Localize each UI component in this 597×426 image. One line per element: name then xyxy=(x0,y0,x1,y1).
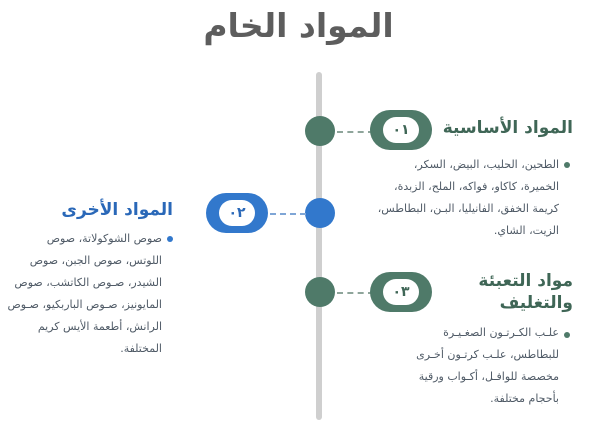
number-badge-03-label: ٠٣ xyxy=(383,279,419,305)
timeline-node-01 xyxy=(305,116,335,146)
number-badge-01-label: ٠١ xyxy=(383,117,419,143)
section-text-other-materials: صوص الشوكولاتة، صوص اللوتس، صوص الجبن، صوص الشيدر، صـوص الكاتشب، صوص المايونيز، صـوص الباربكيو، صـوص الرانش، أطعمة الأيس كريم المختلفة. xyxy=(7,232,162,355)
connector-line-02 xyxy=(270,213,306,215)
number-badge-03 xyxy=(370,272,432,312)
connector-line-03 xyxy=(337,292,374,294)
number-badge-02 xyxy=(206,193,268,233)
section-heading-packaging-materials: مواد التعبئة والتغليف xyxy=(478,271,573,314)
page-title: المواد الخام xyxy=(203,6,394,45)
bullet-icon xyxy=(564,162,570,168)
timeline-node-02 xyxy=(305,198,335,228)
section-heading-other-materials: المواد الأخرى xyxy=(61,200,173,220)
section-heading-basic-materials: المواد الأساسية xyxy=(442,118,573,138)
section-text-basic-materials: الطحين، الحليب، البيض، السكر، الخميرة، كاكاو، فواكه، الملح، الزبدة، كريمة الخفق، الفانيليا، البـن، البطاطس، الزيت، الشاي. xyxy=(377,158,559,237)
number-badge-02-label: ٠٢ xyxy=(219,200,255,226)
section-text-packaging-materials: علـب الكـرتـون الصغـيـرة للبطاطس، علـب كرتـون أخـرى مخصصة للوافـل، أكـواب ورقية بأحجام مختلفة. xyxy=(416,326,559,405)
bullet-icon xyxy=(167,236,173,242)
bullet-icon xyxy=(564,332,570,338)
connector-line-01 xyxy=(337,131,374,133)
timeline-node-03 xyxy=(305,277,335,307)
